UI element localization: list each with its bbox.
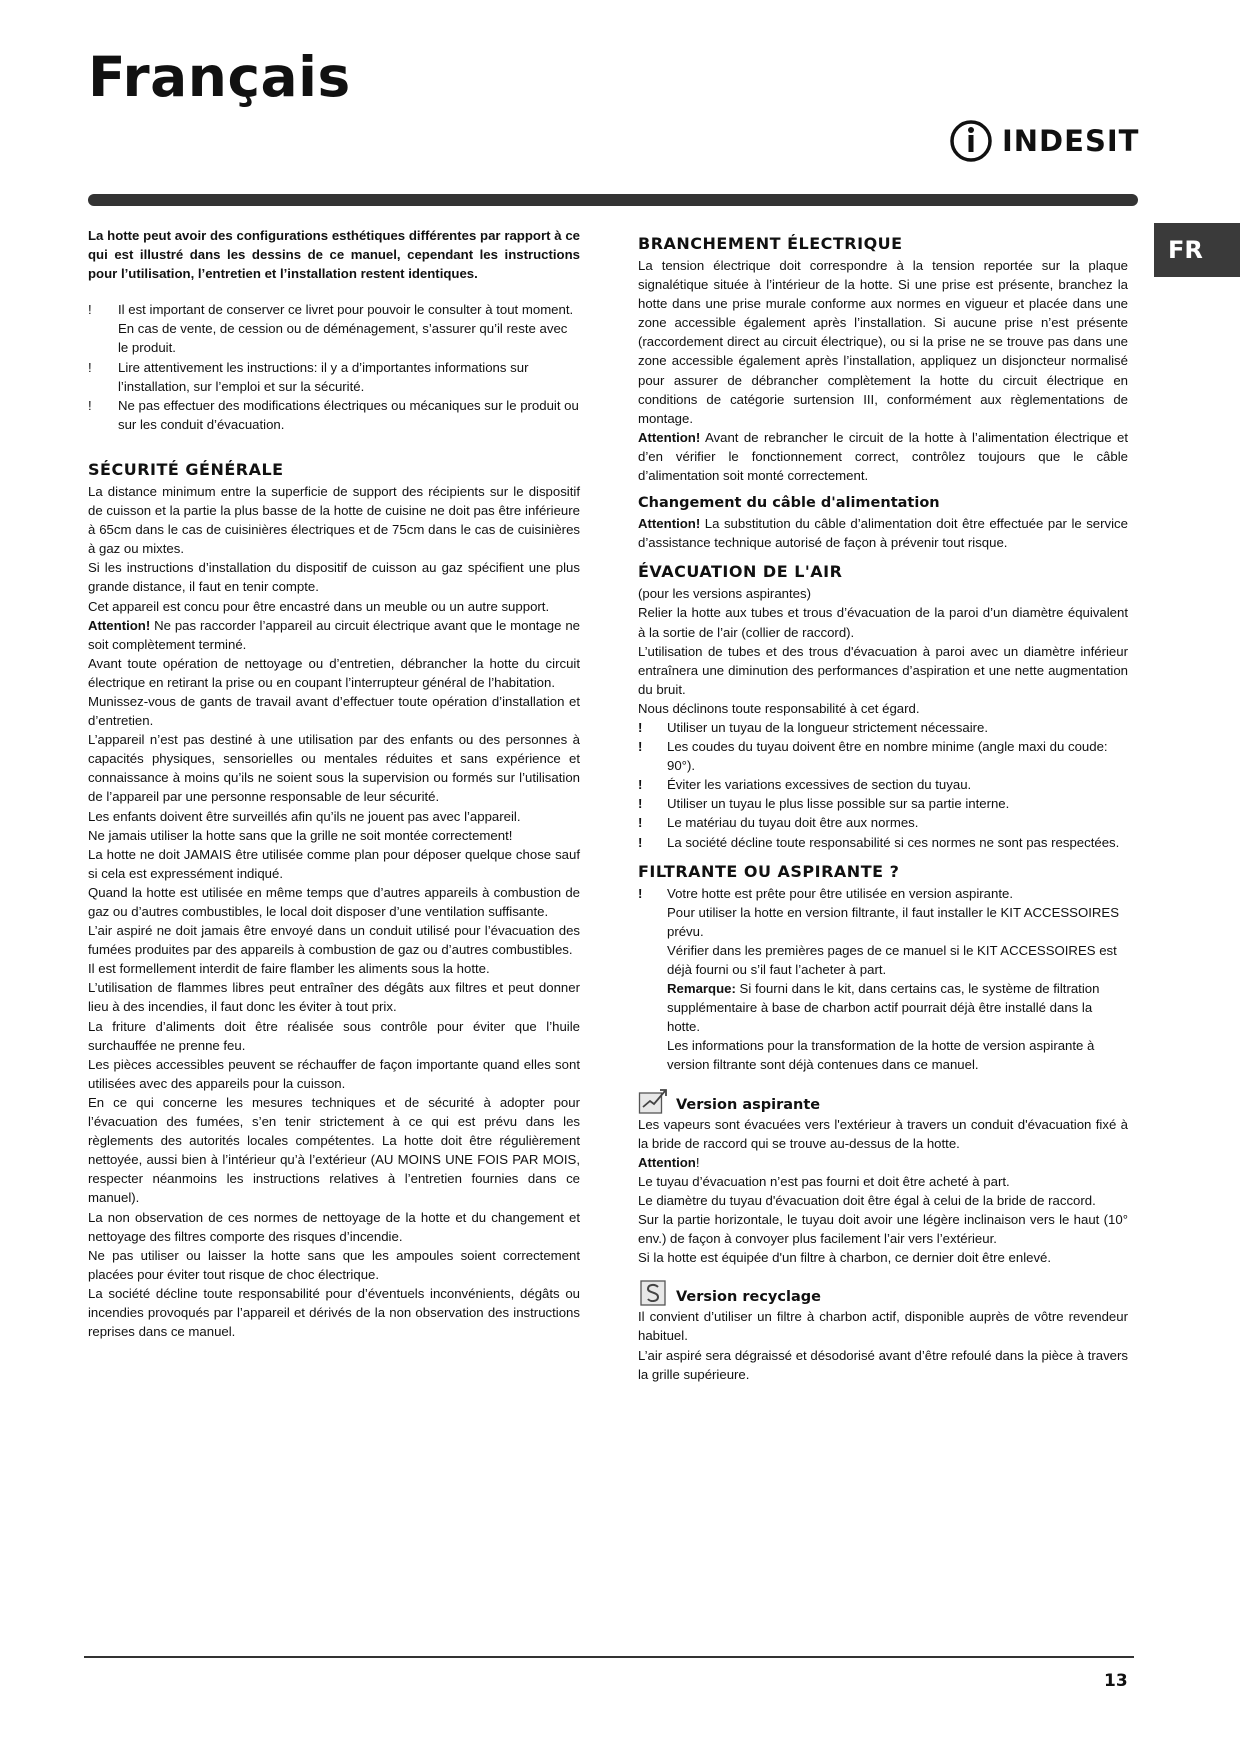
paragraph: Ne pas utiliser ou laisser la hotte sans que les ampoules soient correctement placées pour éviter tout risque de choc électrique. xyxy=(88,1247,580,1282)
list-item: ! Le matériau du tuyau doit être aux normes. xyxy=(638,815,919,831)
paragraph: La friture d’aliments doit être réalisée sous contrôle pour éviter que l’huile surchauffée ne prenne feu. xyxy=(88,1018,580,1053)
list-item: ! Ne pas effectuer des modifications électriques ou mécaniques sur le produit ou sur les conduit d’évacuation. xyxy=(88,397,579,432)
paragraph: La hotte ne doit JAMAIS être utilisée comme plan pour déposer quelque chose sauf si cela est expressément indiqué. xyxy=(88,846,580,881)
paragraph: Nous déclinons toute responsabilité à cet égard. xyxy=(638,700,920,716)
paragraph: L’utilisation de flammes libres peut entraîner des dégâts aux filtres et peut donner lieu à des incendies, il faut donc les éviter à tout prix. xyxy=(88,980,580,1015)
paragraph: L’air aspiré sera dégraissé et désodorisé avant d’être refoulé dans la pièce à travers la grille supérieure. xyxy=(638,1347,1128,1382)
subheading-aspirante: Version aspirante xyxy=(676,1096,821,1113)
language-tab: FR xyxy=(1154,223,1240,277)
attention-paragraph: Attention! xyxy=(638,1154,700,1170)
list-item: ! Votre hotte est prête pour être utilisée en version aspirante. xyxy=(638,885,1014,901)
paragraph: Les pièces accessibles peuvent se réchauffer de façon importante quand elles sont utilisées avec des appareils pour la cuisson. xyxy=(88,1056,580,1091)
list-item: ! Utiliser un tuyau le plus lisse possible sur sa partie interne. xyxy=(638,796,1010,812)
section-heading-evacuation: ÉVACUATION DE L'AIR xyxy=(638,562,843,582)
paragraph: Ne jamais utiliser la hotte sans que la grille ne soit montée correctement! xyxy=(88,827,513,843)
paragraph: Il convient d’utiliser un filtre à charbon actif, disponible auprès de vôtre revendeur habituel. xyxy=(638,1309,1128,1344)
paragraph: La tension électrique doit correspondre à la tension reportée sur la plaque signalétique située à l’intérieur de la hotte. Si une prise est présente, branchez la hotte dans une prise murale conforme aux normes en vigueur et placée dans une zone accessible également après l’installation. Si aucune prise n’est présente (raccordement direct au circuit électrique), ou si la prise ne se trouve pas dans une zone accessible également après l’installation, appliquez un disjoncteur normalisé pour assurer de débrancher complètement la hotte du circuit électrique en conditions de catégorie surtension III, conformément aux règlementations de montage. xyxy=(638,258,1128,426)
paragraph: Relier la hotte aux tubes et trous d’évacuation de la paroi d’un diamètre équivalent à la sortie de l’air (collier de raccord). xyxy=(638,605,1128,640)
warning-list xyxy=(88,300,580,434)
paragraph: Les informations pour la transformation de la hotte de version aspirante à version filtrante sont déjà contenues dans ce manuel. xyxy=(667,1038,1095,1073)
paragraph: Pour utiliser la hotte en version filtrante, il faut installer le KIT ACCESSOIRES prévu. xyxy=(667,904,1119,939)
recyclage-hood-icon xyxy=(638,1279,668,1307)
page-title: Français xyxy=(88,45,351,109)
paragraph: Les vapeurs sont évacuées vers l'extérieur à travers un conduit d'évacuation fixé à la bride de raccord qui se trouve au-dessus de la hotte. xyxy=(638,1116,1128,1151)
header-divider xyxy=(88,194,1138,206)
list-item: ! Utiliser un tuyau de la longueur strictement nécessaire. xyxy=(638,719,989,735)
paragraph: Cet appareil est concu pour être encastré dans un meuble ou un autre support. xyxy=(88,598,550,614)
paragraph: Si la hotte est équipée d'un filtre à charbon, ce dernier doit être enlevé. xyxy=(638,1250,1052,1266)
footer-divider xyxy=(84,1656,1134,1658)
section-heading-securite: SÉCURITÉ GÉNÉRALE xyxy=(88,459,284,479)
list-item: ! La société décline toute responsabilité si ces normes ne sont pas respectées. xyxy=(638,834,1120,850)
subheading-recyclage: Version recyclage xyxy=(676,1289,821,1306)
paragraph: La distance minimum entre la superficie de support des récipients sur le dispositif de cuisson et la partie la plus basse de la hotte de cuisine ne doit pas être inférieure à 65cm dans le cas de cuisinières électriques et de 75cm dans le cas de cuisinières à gaz ou mixtes. xyxy=(88,483,580,557)
paragraph: Quand la hotte est utilisée en même temps que d’autres appareils à combustion de gaz ou d’autres combustibles, le local doit disposer d’une ventilation suffisante. xyxy=(88,884,580,919)
list-item: ! Les coudes du tuyau doivent être en nombre minime (angle maxi du coude: 90°). xyxy=(638,739,1108,774)
paragraph: Avant toute opération de nettoyage ou d’entretien, débrancher la hotte du circuit électrique en retirant la prise ou en coupant l’interrupteur général de l’habitation. xyxy=(88,655,580,690)
paragraph: La société décline toute responsabilité pour d’éventuels inconvénients, dégâts ou incendies provoqués par l’appareil et dérivés de la non observation des instructions reprises dans ce manuel. xyxy=(88,1285,580,1340)
paragraph: L’utilisation de tubes et des trous d'évacuation à paroi avec un diamètre inférieur entraînera une diminution des performances d’aspiration et une nette augmentation du bruit. xyxy=(638,643,1128,697)
list-item: ! Éviter les variations excessives de section du tuyau. xyxy=(638,777,972,793)
aspirante-hood-icon xyxy=(638,1087,668,1115)
paragraph: Il est formellement interdit de faire flamber les aliments sous la hotte. xyxy=(88,961,490,977)
page-number: 13 xyxy=(1104,1671,1128,1691)
intro-text: La hotte peut avoir des configurations esthétiques différentes par rapport à ce qui est illustré dans les dessins de ce manuel, cependant les instructions pour l’utilisation, l’entretien et l’installation restent identiques. xyxy=(88,228,580,282)
paragraph: Le diamètre du tuyau d'évacuation doit être égal à celui de la bride de raccord. xyxy=(638,1192,1096,1208)
subheading-cable: Changement du câble d'alimentation xyxy=(638,495,940,512)
paragraph: La non observation de ces normes de nettoyage de la hotte et du changement et nettoyage des filtres comporte des risques d’incendie. xyxy=(88,1209,580,1244)
paragraph: (pour les versions aspirantes) xyxy=(638,586,811,602)
paragraph: Munissez-vous de gants de travail avant d’effectuer toute opération d’installation et d’entretien. xyxy=(88,693,580,729)
paragraph: Les enfants doivent être surveillés afin qu’ils ne jouent pas avec l’appareil. xyxy=(88,808,521,824)
left-column xyxy=(88,226,580,1341)
section-heading-filtrante: FILTRANTE OU ASPIRANTE ? xyxy=(638,861,900,881)
evacuation-list xyxy=(638,718,1128,852)
subheading-recyclage-row xyxy=(638,1279,1128,1307)
remarque-paragraph: Remarque: Si fourni dans le kit, dans certains cas, le système de filtration supplémentaire à base de charbon actif pourrait déjà être installé dans la hotte. xyxy=(667,981,1100,1035)
subheading-aspirante-row xyxy=(638,1087,1128,1115)
attention-paragraph: Attention! La substitution du câble d’alimentation doit être effectuée par le service d’assistance technique autorisé de façon à prévenir tout risque. xyxy=(638,516,1128,551)
section-heading-branchement: BRANCHEMENT ÉLECTRIQUE xyxy=(638,234,903,253)
attention-paragraph: Attention! Ne pas raccorder l’appareil au circuit électrique avant que le montage ne soit complètement terminé. xyxy=(88,617,580,652)
paragraph: Sur la partie horizontale, le tuyau doit avoir une légère inclinaison vers le haut (10° env.) de façon à convoyer plus facilement l’air vers l’extérieur. xyxy=(638,1212,1128,1247)
filtrante-list xyxy=(638,884,1128,903)
paragraph: En ce qui concerne les mesures techniques et de sécurité à adopter pour l’évacuation des fumées, s’en tenir strictement à ce qui est prévu dans les règlements des autorités locales compétentes. La hotte doit être régulièrement nettoyée, aussi bien à l’intérieur qu’à l’extérieur (AU MOINS UNE FOIS PAR MOIS, respecter néanmoins les instructions relatives à l’entretien fournies dans ce manuel). xyxy=(88,1094,580,1206)
list-item: ! Il est important de conserver ce livret pour pouvoir le consulter à tout moment. En cas de vente, de cession ou de déménagement, s’assurer qu’il reste avec le produit. xyxy=(88,302,574,356)
list-item: ! Lire attentivement les instructions: il y a d’importantes informations sur l’installation, sur l’emploi et sur la sécurité. xyxy=(88,359,529,394)
paragraph: Le tuyau d’évacuation n’est pas fourni et doit être acheté à part. xyxy=(638,1173,1010,1189)
paragraph: L’air aspiré ne doit jamais être envoyé dans un conduit utilisé pour l’évacuation des fumées produites par des appareils à combustion de gaz ou d’autres combustibles. xyxy=(88,923,580,958)
paragraph: L’appareil n’est pas destiné à une utilisation par des enfants ou des personnes à capacités physiques, sensorielles ou mentales réduites et sans expérience et connaissance à moins qu’ils ne soient sous la supervision ou formés sur l’utilisation de l’appareil par une personne responsable de leur sécurité. xyxy=(88,732,580,805)
indesit-logo-icon xyxy=(948,118,994,164)
brand-logo xyxy=(948,118,1139,164)
brand-name: INDESIT xyxy=(1002,124,1140,158)
attention-paragraph: Attention! Avant de rebrancher le circuit de la hotte à l’alimentation électrique et d’en vérifier le fonctionnement correct, contrôlez toujours que le câble d’alimentation soit monté correctement. xyxy=(638,429,1128,484)
paragraph: Vérifier dans les premières pages de ce manuel si le KIT ACCESSOIRES est déjà fourni ou s’il faut l’acheter à part. xyxy=(667,942,1117,977)
paragraph: Si les instructions d’installation du dispositif de cuisson au gaz spécifient une plus grande distance, il faut en tenir compte. xyxy=(88,560,580,595)
right-column xyxy=(638,234,1128,1384)
